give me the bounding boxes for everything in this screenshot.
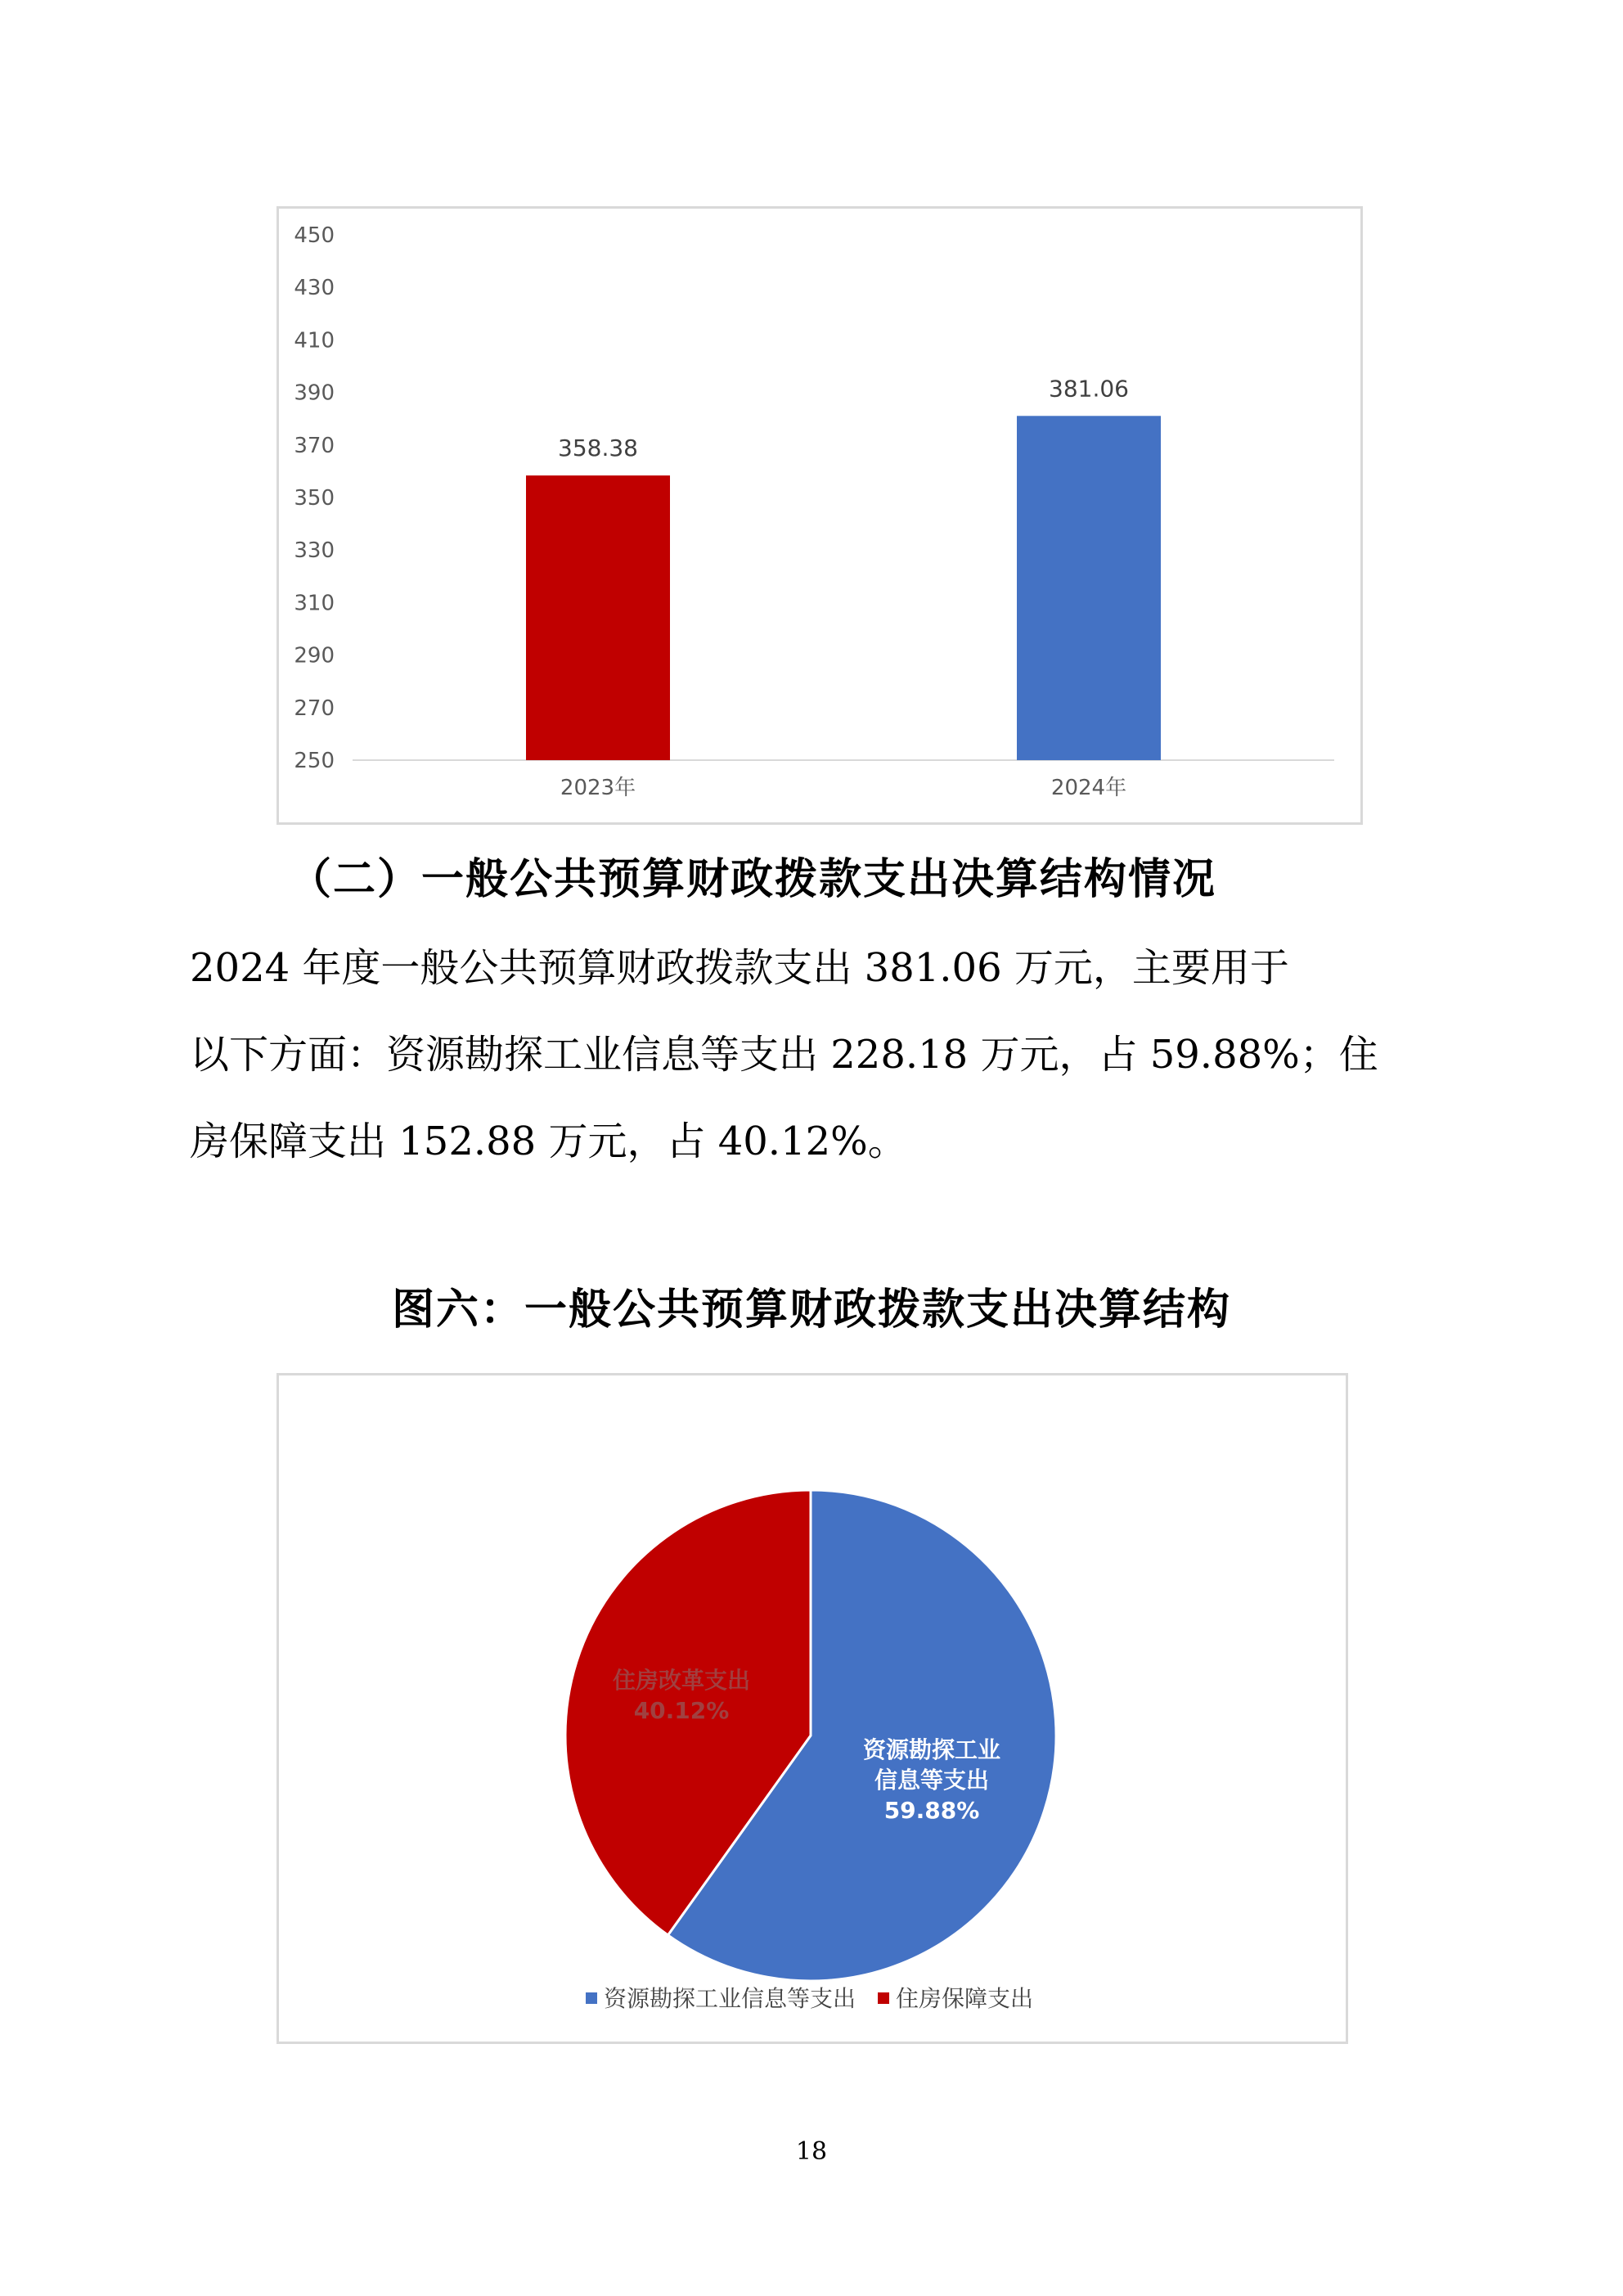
legend-swatch-blue <box>586 1992 597 2004</box>
page-number: 18 <box>795 2137 828 2166</box>
bar-value-label: 381.06 <box>1049 375 1129 403</box>
pie-chart <box>276 1373 1348 2044</box>
y-tick-label: 410 <box>294 328 335 353</box>
pie-label-red-line1: 住房改革支出 <box>612 1667 751 1694</box>
figure-title: 图六：一般公共预算财政拨款支出决算结构 <box>391 1285 1231 1335</box>
y-tick-label: 390 <box>294 380 335 406</box>
y-tick-label: 430 <box>294 276 335 301</box>
pie-label-blue-pct: 59.88% <box>883 1797 980 1824</box>
y-tick-label: 450 <box>294 223 335 248</box>
y-tick-label: 370 <box>294 433 335 458</box>
paragraph-line-1: 2024 年度一般公共预算财政拨款支出 381.06 万元，主要用于 <box>190 945 1289 991</box>
bar-chart <box>276 206 1363 825</box>
paragraph-line-2: 以下方面：资源勘探工业信息等支出 228.18 万元，占 59.88%；住 <box>190 1032 1378 1078</box>
x-tick-label: 2024年 <box>1050 776 1127 800</box>
x-tick-label: 2023年 <box>560 776 636 800</box>
pie-label-blue-line1: 资源勘探工业 <box>862 1736 1001 1763</box>
y-tick-label: 250 <box>294 749 335 773</box>
bar-chart-svg <box>279 209 1360 822</box>
legend-label-red: 住房保障支出 <box>896 1985 1034 2012</box>
y-tick-label: 290 <box>294 643 335 669</box>
bar-value-label: 358.38 <box>558 434 638 462</box>
pie-chart-svg <box>279 1375 1346 2042</box>
y-tick-label: 270 <box>294 696 335 721</box>
y-tick-label: 330 <box>294 538 335 564</box>
pie-label-red-pct: 40.12% <box>633 1697 730 1724</box>
bar-2024年 <box>1017 416 1161 760</box>
legend-label-blue: 资源勘探工业信息等支出 <box>604 1985 856 2012</box>
legend-swatch-red <box>878 1992 889 2004</box>
section-heading: （二）一般公共预算财政拨款支出决算结构情况 <box>289 854 1217 904</box>
bar-2023年 <box>526 475 670 760</box>
paragraph-line-3: 房保障支出 152.88 万元，占 40.12%。 <box>190 1119 907 1164</box>
pie-label-blue-line2: 信息等支出 <box>874 1767 990 1794</box>
y-tick-label: 310 <box>294 591 335 616</box>
y-tick-label: 350 <box>294 486 335 511</box>
